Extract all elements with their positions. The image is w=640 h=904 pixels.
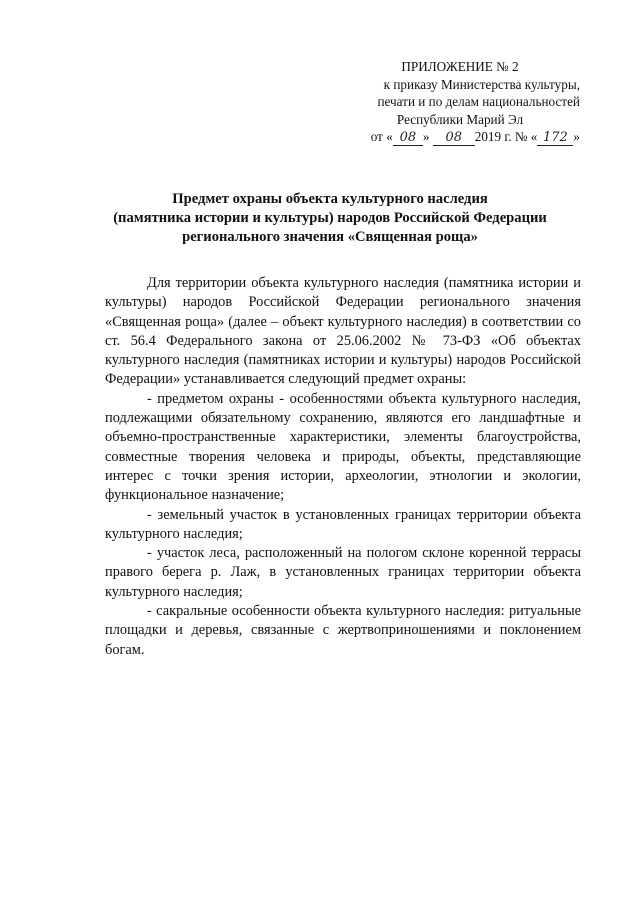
intro-paragraph: Для территории объекта культурного наследия (памятника истории и культуры) народов Российской Федерации регионального значения «Священная роща» (далее – объект культурного наследия) в соответствии со ст. 56.4 Федерального закона от 25.06.2002 № 73-ФЗ «Об объектах культурного наследия (памятниках истории и культуры) народов Российской Федерации» устанавливается следующий предмет охраны: xyxy=(105,275,581,388)
protection-item-4: - сакральные особенности объекта культурного наследия: ритуальные площадки и деревья, связанные с жертвоприношениями и поклонением богам. xyxy=(105,603,581,658)
protection-item-1: - предметом охраны - особенностями объекта культурного наследия, подлежащими обязательному сохранению, являются его ландшафтные и объемно-пространственные характеристики, элементы благоустройства, совместные творения человека и природы, объекты, представляющие интерес с точки зрения истории, археологии, этнологии и экологии, функциональное назначение; xyxy=(105,390,581,504)
date-year: 2019 г. № « xyxy=(474,129,538,144)
date-mid: » xyxy=(422,129,430,144)
appendix-header xyxy=(340,58,580,146)
appendix-line-1: к приказу Министерства культуры, xyxy=(383,76,580,92)
protection-item-3: - участок леса, расположенный на пологом склоне коренной террасы правого берега р. Лаж, в установленных границах территории объекта культурного наследия; xyxy=(105,545,581,600)
protection-item-2: - земельный участок в установленных границах территории объекта культурного наследия; xyxy=(105,506,581,542)
date-prefix: от « xyxy=(370,129,393,144)
title-line-2: (памятника истории и культуры) народов Российской Федерации xyxy=(113,210,547,226)
document-body xyxy=(105,274,581,660)
appendix-title: ПРИЛОЖЕНИЕ № 2 xyxy=(401,59,519,74)
date-suffix: » xyxy=(573,129,580,144)
document-title xyxy=(70,190,590,247)
appendix-date-line xyxy=(340,128,580,146)
handwritten-doc-number: 172 xyxy=(537,131,573,146)
appendix-line-2: печати и по делам национальностей xyxy=(377,94,580,109)
handwritten-day: 08 xyxy=(393,131,423,146)
appendix-line-3: Республики Марий Эл xyxy=(396,111,524,127)
handwritten-month: 08 xyxy=(433,131,475,146)
title-line-3: регионального значения «Священная роща» xyxy=(182,229,478,245)
title-line-1: Предмет охраны объекта культурного наследия xyxy=(172,191,488,207)
